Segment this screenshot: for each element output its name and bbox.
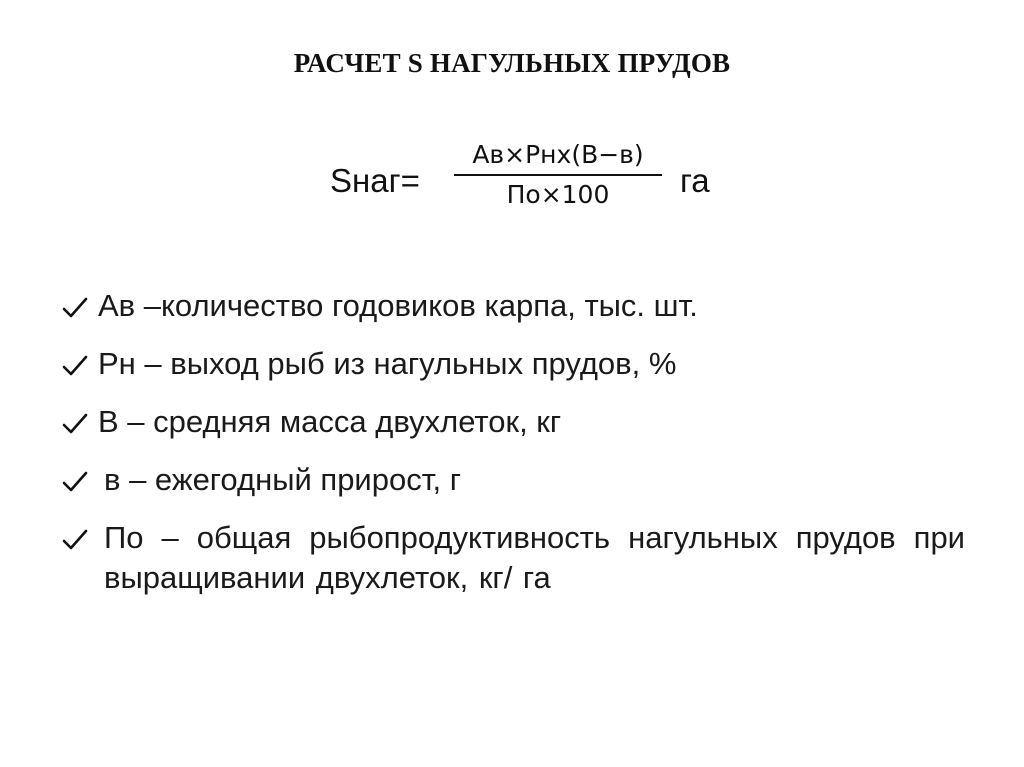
list-item-text: В – средняя масса двухлеток, кг: [98, 404, 562, 439]
check-icon: [62, 296, 88, 320]
check-icon: [62, 470, 88, 494]
formula-fraction: [454, 138, 662, 212]
check-icon: [62, 528, 88, 552]
list-item-text: в – ежегодный прирост, г: [104, 462, 462, 497]
list-item: [60, 286, 965, 326]
formula-unit: га: [680, 162, 710, 199]
list-item: [60, 460, 965, 500]
formula-lhs: Sнаг=: [330, 162, 420, 199]
list-item-text: Ав –количество годовиков карпа, тыс. шт.: [98, 288, 698, 323]
list-item: [60, 518, 965, 598]
list-item-text: По – общая рыбопродуктивность нагульных прудов при выращивании двухлеток, кг/ га: [104, 520, 965, 595]
definitions-list: [60, 286, 965, 616]
list-item: [60, 402, 965, 442]
page-title: РАСЧЕТ S НАГУЛЬНЫХ ПРУДОВ: [293, 48, 731, 78]
list-item-text: Рн – выход рыб из нагульных прудов, %: [98, 346, 677, 381]
check-icon: [62, 354, 88, 378]
check-icon: [62, 412, 88, 436]
fraction-bar: [454, 174, 662, 176]
formula: [330, 138, 750, 228]
formula-denominator: По×100: [506, 180, 610, 209]
list-item: [60, 344, 965, 384]
formula-numerator: Ав×Рнх(В−в): [472, 140, 644, 169]
